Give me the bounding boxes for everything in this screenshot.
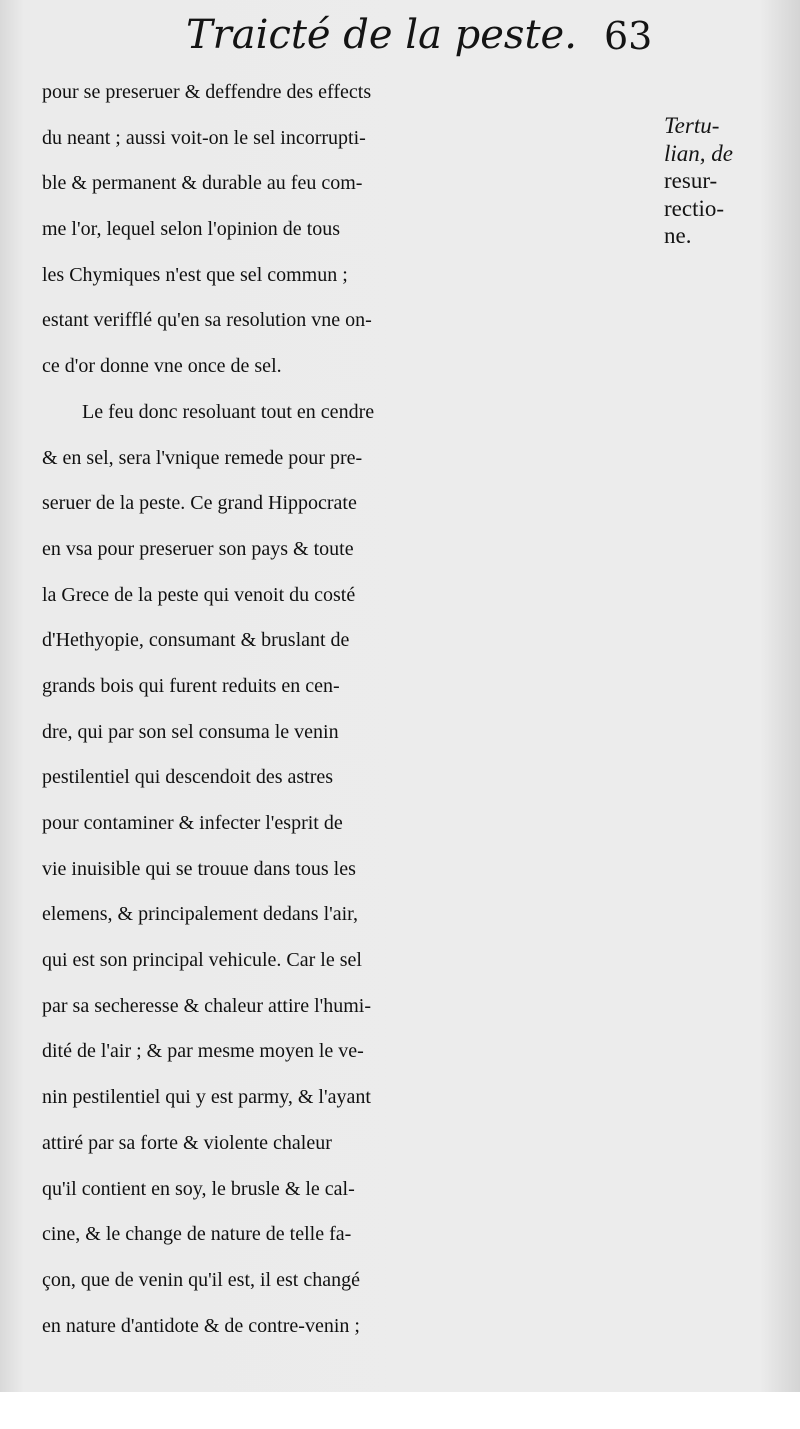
marginal-note bbox=[664, 112, 784, 250]
text-line: çon, que de venin qu'il est, il est changé bbox=[42, 1268, 360, 1291]
text-line: les Chymiques n'est que sel commun ; bbox=[42, 263, 348, 286]
text-line: en nature d'antidote & de contre-venin ; bbox=[42, 1314, 360, 1337]
text-line: vie inuisible qui se trouue dans tous les bbox=[42, 857, 356, 880]
marginal-note-line: ne. bbox=[664, 223, 692, 248]
text-line: cine, & le change de nature de telle fa- bbox=[42, 1223, 352, 1246]
text-line: la Grece de la peste qui venoit du costé bbox=[42, 583, 356, 606]
text-line: me l'or, lequel selon l'opinion de tous bbox=[42, 218, 341, 241]
text-line: dre, qui par son sel consuma le venin bbox=[42, 720, 339, 743]
body-text bbox=[42, 70, 662, 1349]
text-line: qu'il contient en soy, le brusle & le cal- bbox=[42, 1177, 355, 1200]
text-line: qui est son principal vehicule. Car le sel bbox=[42, 949, 362, 972]
text-line: pour contaminer & infecter l'esprit de bbox=[42, 812, 343, 834]
text-line: nin pestilentiel qui y est parmy, & l'ayant bbox=[42, 1086, 371, 1109]
text-line: pestilentiel qui descendoit des astres bbox=[42, 766, 334, 789]
text-line: du neant ; aussi voit-on le sel incorrupti- bbox=[42, 126, 366, 149]
text-line: attiré par sa forte & violente chaleur bbox=[42, 1131, 332, 1154]
text-line: ce d'or donne vne once de sel. bbox=[42, 355, 282, 378]
text-line: par sa secheresse & chaleur attire l'humi- bbox=[42, 994, 372, 1017]
page-bottom-margin bbox=[0, 1392, 800, 1429]
text-line: ble & permanent & durable au feu com- bbox=[42, 172, 363, 195]
text-line: elemens, & principalement dedans l'air, bbox=[42, 903, 359, 926]
marginal-note-line: resur- bbox=[664, 168, 718, 193]
marginal-note-line: rectio- bbox=[664, 195, 725, 221]
text-line: dité de l'air ; & par mesme moyen le ve- bbox=[42, 1040, 364, 1063]
text-line: & en sel, sera l'vnique remede pour pre- bbox=[42, 446, 363, 469]
text-line: pour se preseruer & deffendre des effects bbox=[42, 81, 372, 103]
marginal-note-line: lian, de bbox=[664, 140, 733, 166]
paragraph-first-line: Le feu donc resoluant tout en cendre bbox=[82, 400, 375, 423]
text-line: en vsa pour preseruer son pays & toute bbox=[42, 537, 354, 560]
text-line: seruer de la peste. Ce grand Hippocrate bbox=[42, 492, 357, 515]
text-line: estant verifflé qu'en sa resolution vne on- bbox=[42, 309, 372, 332]
running-head-title: Traicté de la peste. bbox=[186, 12, 577, 58]
text-line: d'Hethyopie, consumant & bruslant de bbox=[42, 629, 350, 652]
marginal-note-line: Tertu- bbox=[664, 113, 720, 138]
page-number: 63 bbox=[604, 14, 653, 58]
text-line: grands bois qui furent reduits en cen- bbox=[42, 674, 340, 697]
running-head bbox=[0, 8, 800, 68]
